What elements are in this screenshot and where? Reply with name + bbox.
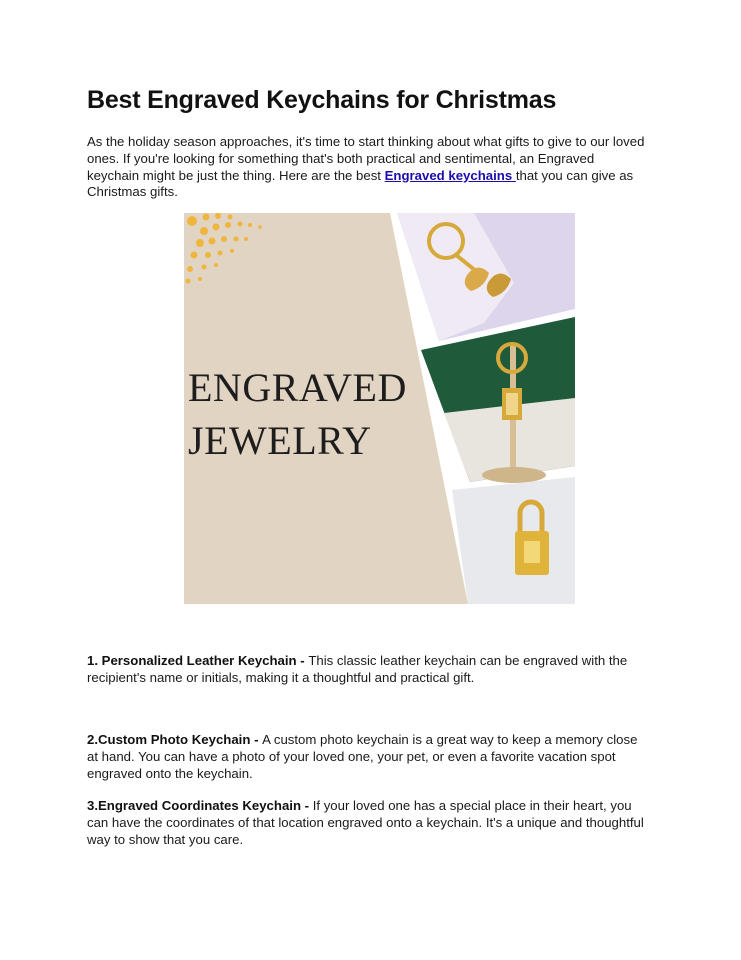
intro-text-end: that you can give as Christmas gifts. — [87, 167, 634, 200]
hero-caption-line-2: JEWELRY — [188, 418, 372, 463]
engraved-keychains-link[interactable]: Engraved keychains — [384, 167, 516, 183]
list-item — [87, 797, 647, 848]
item-heading: 1. Personalized Leather Keychain - — [87, 653, 309, 668]
sun-icon — [186, 213, 262, 284]
item-text: A custom photo keychain is a great way to keep a memory close at hand. You can have a photo of your loved one, your pet, or even a favorite vacation spot engraved onto the keychain. — [87, 732, 638, 781]
item-heading: 2.Custom Photo Keychain - — [87, 732, 263, 747]
item-text: This classic leather keychain can be engraved with the recipient's name or initials, making it a thoughtful and practical gift. — [87, 653, 628, 685]
hero-caption-line-1: ENGRAVED — [188, 365, 407, 410]
keychain-photo-3 — [452, 477, 575, 604]
list-item — [87, 652, 647, 686]
intro-text: As the holiday season approaches, it's time to start thinking about what gifts to give to our loved ones. If you're looking for something that's both practical and sentimental, an Engraved keychain might be just the thing. Here are the best — [87, 134, 645, 183]
item-heading: 3.Engraved Coordinates Keychain - — [87, 798, 313, 813]
hero-caption — [188, 361, 407, 467]
list-item — [87, 731, 647, 782]
hero-image — [184, 213, 575, 604]
intro-paragraph — [87, 134, 647, 201]
page-title: Best Engraved Keychains for Christmas — [87, 86, 557, 114]
item-text: If your loved one has a special place in their heart, you can have the coordinates of that location engraved onto a keychain. It's a unique and thoughtful way to show that you care. — [87, 798, 644, 847]
